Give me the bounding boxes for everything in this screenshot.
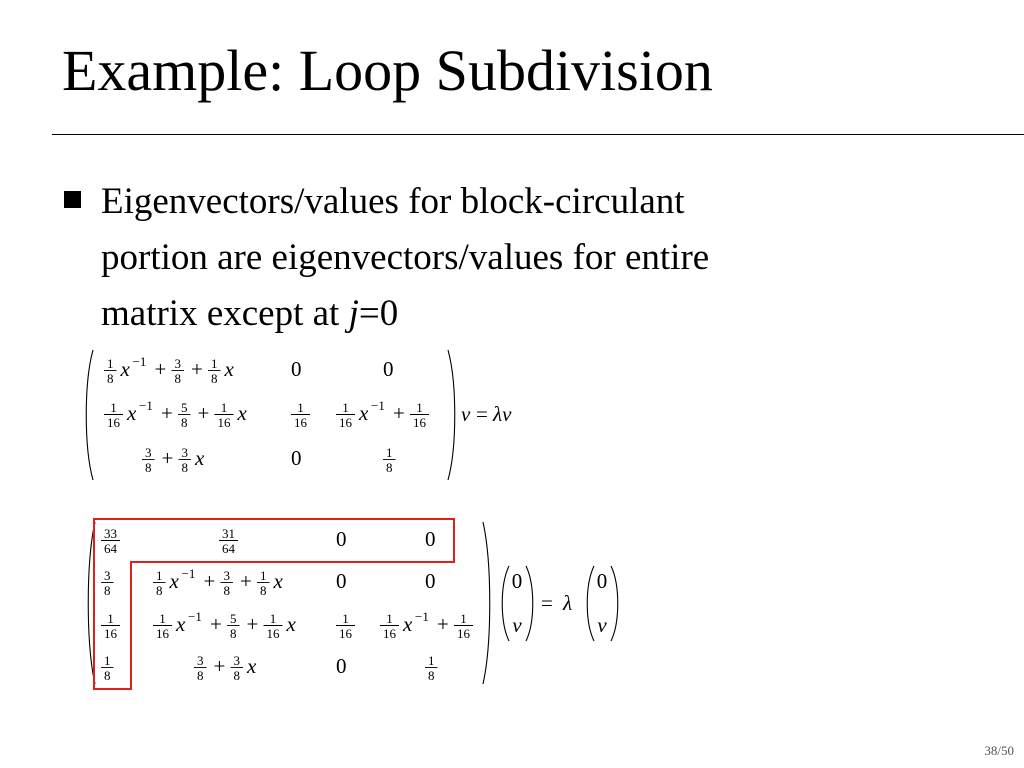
eq1-r0c0-t6-den: 8 (211, 371, 218, 386)
eq1-r0c0-t1-var: x (120, 357, 130, 381)
eq1-r1c0-t6-den: 16 (217, 415, 231, 430)
lambda-symbol: λ (563, 591, 573, 615)
eq2-r3c0-t0-num: 1 (104, 653, 111, 668)
eq2-r0c2-t0-num: 0 (336, 527, 347, 551)
eq1-r1c0-t2-sup: −1 (139, 398, 153, 413)
eq2-r2c1-t6-num: 1 (269, 611, 277, 626)
eq2-r0c1-t0-num: 31 (222, 526, 235, 541)
equation-1-rhs (461, 402, 512, 426)
eq1-r1c0-t0-den: 16 (107, 415, 120, 430)
eq2-r2c1-t2-sup: −1 (188, 609, 202, 624)
eq1-r2c1-t0-num: 0 (291, 446, 302, 470)
eq2-r2c3-t3-op: + (437, 612, 449, 636)
eq1-rhs-t1-op: = (476, 402, 488, 426)
eq1-r2c2-t0-den: 8 (386, 460, 393, 475)
eq2-r0c0-t0-num: 33 (104, 526, 117, 541)
bullet-variable-j: j (348, 293, 359, 334)
eq1-r1c0-t4-den: 8 (181, 415, 188, 430)
eq2-r2c1-t0-num: 1 (159, 611, 166, 626)
eq1-r0c0-t7-var: x (224, 357, 234, 381)
eq2-r3c1-t0-den: 8 (197, 668, 204, 683)
eq2-r2c3-t0-num: 1 (386, 611, 393, 626)
eq1-r1c0-t7-var: x (237, 401, 247, 425)
eq2-r1c1-t2-sup: −1 (181, 566, 196, 581)
eq2-r1c1-t5-op: + (240, 569, 252, 593)
eq2-r2c1-t1-var: x (176, 612, 186, 636)
eq1-r0c0-t4-den: 8 (174, 371, 181, 386)
eq2-r1c2-t0-num: 0 (336, 569, 347, 593)
eq2-r2c1-t6-den: 16 (266, 626, 280, 641)
page-number: 38/50 (984, 743, 1014, 758)
eq2-r2c3-t4-den: 16 (457, 626, 470, 641)
eq1-r1c0-t6-num: 1 (220, 400, 228, 415)
eq2-r0c0-t0-den: 64 (104, 541, 117, 556)
eq1-r0c0-t0-den: 8 (107, 371, 114, 386)
eq1-r1c2-t2-sup: −1 (371, 398, 385, 413)
vector-left-top: 0 (511, 569, 523, 593)
eq1-r2c0-t3-var: x (195, 446, 205, 470)
eq1-right-bracket (448, 350, 455, 480)
eq2-r1c0-t0-den: 8 (104, 583, 111, 598)
eq1-r1c2-t4-den: 16 (413, 415, 426, 430)
eq2-r2c3-t1-var: x (403, 612, 413, 636)
bullet-line-1: Eigenvectors/values for block-circulant (101, 181, 685, 222)
eq1-r2c0-t2-den: 8 (181, 460, 188, 475)
eq2-r3c1-t3-var: x (247, 654, 257, 678)
eq2-r1c1-t3-op: + (203, 569, 216, 593)
eq2-r3c1-t2-den: 8 (233, 668, 240, 683)
eq1-r2c0-t1-op: + (161, 446, 174, 470)
vector-left-open-bracket (502, 566, 509, 641)
eq1-r1c0-t1-var: x (127, 401, 137, 425)
vector-right-open-bracket (587, 566, 594, 641)
eq1-r1c2-t1-var: x (359, 401, 369, 425)
eq2-r1c0-t0-num: 3 (104, 568, 111, 583)
eq1-r2c2-t0-num: 1 (386, 445, 393, 460)
eq2-r2c1-t5-op: + (246, 612, 259, 636)
eq1-r1c0-t0-num: 1 (110, 400, 117, 415)
eq2-r2c2-t0-num: 1 (342, 611, 349, 626)
eq2-r2c1-t0-den: 16 (156, 626, 169, 641)
eq1-r2c0-t0-num: 3 (145, 445, 152, 460)
eq2-r2c0-t0-den: 16 (104, 626, 117, 641)
eq1-r2c0-t2-num: 3 (181, 445, 188, 460)
eq1-r1c2-t3-op: + (393, 401, 405, 425)
bullet-line-2: portion are eigenvectors/values for entire (101, 237, 710, 278)
bullet-eq-zero: =0 (358, 293, 399, 334)
eq2-r2c3-t4-num: 1 (460, 611, 467, 626)
eq1-left-bracket (86, 350, 93, 480)
eq1-r1c2-t0-den: 16 (339, 415, 352, 430)
eq2-r2c1-t3-op: + (210, 612, 222, 636)
eq2-r2c3-t2-sup: −1 (415, 609, 429, 624)
vector-left-bottom: v (512, 613, 522, 637)
eq2-r1c1-t4-den: 8 (223, 583, 230, 598)
eq1-r1c2-t4-num: 1 (416, 400, 423, 415)
equation-2-vectors (502, 566, 618, 641)
eq1-rhs-t0-var: v (461, 402, 471, 426)
eq2-r1c1-t7-var: x (273, 569, 283, 593)
eq2-r3c1-t2-num: 3 (233, 653, 240, 668)
eq1-r1c1-t0-den: 16 (294, 415, 307, 430)
eq2-r2c2-t0-den: 16 (339, 626, 352, 641)
bullet-line-3-text: matrix except at (101, 293, 349, 334)
eq2-r1c1-t0-den: 8 (156, 583, 163, 598)
eq2-r3c3-t0-den: 8 (428, 668, 435, 683)
eq1-r1c0-t4-num: 5 (181, 400, 188, 415)
eq1-r0c0-t2-sup: −1 (132, 354, 147, 369)
eq1-r0c0-t6-num: 1 (211, 356, 218, 371)
eq2-r3c1-t0-num: 3 (197, 653, 204, 668)
equation-2-matrix (88, 519, 490, 689)
eq2-r1c1-t1-var: x (169, 569, 179, 593)
eq2-r3c1-t1-op: + (213, 654, 226, 678)
eq2-r0c3-t0-num: 0 (425, 527, 436, 551)
eq1-r2c0-t0-den: 8 (145, 460, 152, 475)
eq2-r0c1-t0-den: 64 (222, 541, 235, 556)
eq1-r0c0-t4-num: 3 (174, 356, 181, 371)
eq2-r2c1-t4-num: 5 (230, 611, 237, 626)
eq2-r3c2-t0-num: 0 (336, 654, 347, 678)
eq2-r2c1-t7-var: x (286, 612, 296, 636)
eq2-r2c1-t4-den: 8 (230, 626, 237, 641)
vector-right-bottom: v (597, 613, 607, 637)
eq2-r3c3-t0-num: 1 (428, 653, 435, 668)
eq2-r2c3-t0-den: 16 (383, 626, 396, 641)
vector-right-top: 0 (596, 569, 608, 593)
equals-sign: = (541, 591, 553, 615)
eq1-rhs-t2-var: λv (493, 402, 512, 426)
eq2-right-bracket (483, 522, 490, 684)
eq1-r0c1-t0-num: 0 (291, 357, 302, 381)
eq1-r1c0-t5-op: + (197, 401, 210, 425)
eq1-r0c0-t0-num: 1 (107, 356, 114, 371)
eq1-r1c1-t0-num: 1 (297, 400, 304, 415)
eq2-r2c0-t0-num: 1 (107, 611, 114, 626)
slide-title: Example: Loop Subdivision (62, 38, 713, 103)
eq1-r1c2-t0-num: 1 (342, 400, 349, 415)
vector-left-close-bracket (526, 566, 533, 641)
eq1-r0c0-t3-op: + (154, 357, 167, 381)
eq1-r0c0-t5-op: + (191, 357, 203, 381)
circulant-block-highlight (94, 519, 454, 689)
vector-right-close-bracket (611, 566, 618, 641)
eq2-r1c1-t6-num: 1 (260, 568, 267, 583)
eq2-r1c3-t0-num: 0 (425, 569, 436, 593)
eq2-r3c0-t0-den: 8 (104, 668, 111, 683)
equation-1-matrix (86, 350, 455, 480)
eq1-r1c0-t3-op: + (161, 401, 173, 425)
eq2-r1c1-t6-den: 8 (260, 583, 267, 598)
eq1-r0c2-t0-num: 0 (383, 357, 394, 381)
eq2-r1c1-t4-num: 3 (223, 568, 230, 583)
eq2-r1c1-t0-num: 1 (156, 568, 163, 583)
